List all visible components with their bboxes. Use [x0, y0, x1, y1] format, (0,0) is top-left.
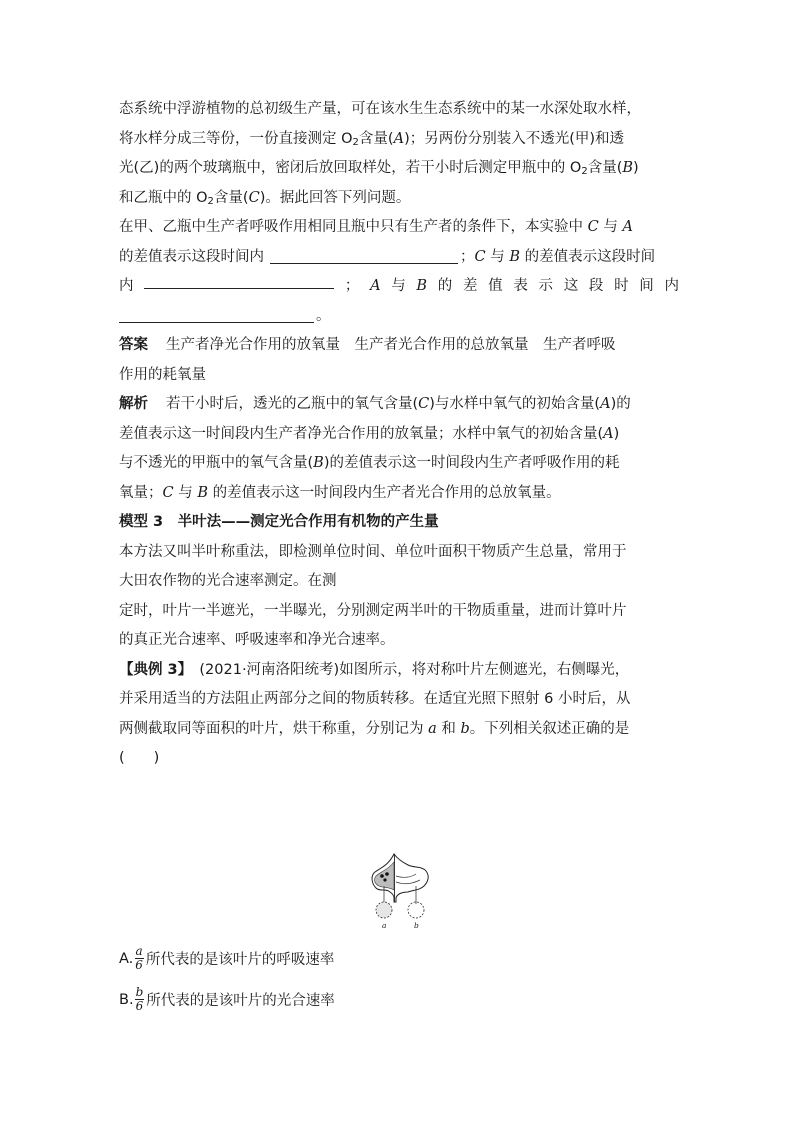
question-line — [119, 302, 679, 332]
text: 氧量； — [119, 484, 163, 501]
answer-line — [119, 361, 679, 391]
answer-line — [119, 331, 679, 361]
right-vein — [396, 874, 416, 877]
text: 与 — [173, 484, 198, 501]
model-line: 定时，叶片一半遮光，一半曝光，分别测定两半叶的干物质重量，进而计算叶片 — [119, 602, 627, 619]
text: 态系统中浮游植物的总初级生产量，可在该水生生态系统中的某一水深处取水样， — [119, 101, 641, 117]
option-b[interactable] — [119, 986, 335, 1013]
shade-dot — [380, 874, 384, 878]
text: 含量( — [587, 160, 623, 176]
variable: A — [603, 425, 614, 442]
analysis-label: 解析 — [119, 396, 148, 412]
text: 值 — [488, 278, 503, 294]
text: 在甲、乙瓶中生产者呼吸作用相同且瓶中只有生产者的条件下，本实验中 — [119, 219, 588, 235]
label-b: b — [414, 921, 419, 930]
answer-label: 答案 — [119, 337, 148, 353]
option-letter: A. — [119, 950, 134, 967]
analysis-line — [119, 420, 679, 450]
fraction-numerator: b — [135, 985, 144, 999]
answer-blank[interactable] — [270, 247, 458, 264]
variable: B — [622, 160, 634, 176]
variable: B — [313, 455, 324, 471]
example-line — [119, 656, 679, 686]
fraction-numerator: a — [135, 944, 143, 958]
analysis-line — [119, 390, 679, 420]
answer-blank[interactable] — [144, 272, 334, 289]
option-text: 所代表的是该叶片的光合速率 — [146, 993, 335, 1009]
shade-dot — [385, 872, 389, 876]
variable: C — [162, 484, 174, 501]
example-label: 【典例 3】 — [119, 661, 185, 678]
variable: C — [474, 248, 486, 265]
text: 和 — [436, 720, 461, 737]
variable: C — [587, 219, 599, 235]
option-letter: B. — [119, 991, 134, 1008]
page-content — [119, 95, 679, 774]
text: 与 — [485, 248, 510, 265]
variable: b — [460, 720, 470, 737]
text: 段 — [588, 278, 604, 294]
text: 含量( — [213, 189, 249, 206]
text: 。下列相关叙述正确的是 — [469, 720, 630, 737]
text: )。据此回答下列问题。 — [259, 189, 411, 206]
variable: a — [428, 720, 437, 737]
example-line — [119, 715, 679, 745]
text: 内 — [119, 278, 134, 294]
model-title: 模型 3 半叶法——测定光合作用有机物的产生量 — [119, 514, 439, 530]
right-vein — [396, 880, 420, 884]
variable: A — [622, 219, 633, 235]
text: 差 — [462, 278, 478, 294]
text: 若干小时后，透光的乙瓶中的氧气含量( — [166, 396, 419, 412]
answer-text: 生产者净光合作用的放氧量 生产者光合作用的总放氧量 生产者呼吸 — [166, 337, 616, 353]
option-a[interactable] — [119, 945, 334, 972]
text: 差值表示这一时间段内生产者净光合作用的放氧量；水样中氧气的初始含量( — [119, 425, 604, 442]
text: )的差值表示这一时间段内生产者呼吸作用的耗 — [323, 455, 620, 471]
example-line: ( ) — [119, 750, 160, 766]
variable: A — [393, 130, 405, 147]
text: 的 — [437, 278, 453, 294]
fraction-denominator: 6 — [135, 958, 143, 972]
fraction-denominator: 6 — [135, 999, 144, 1013]
text: 将水样分成三等份，一份直接测定 O — [119, 130, 353, 147]
analysis-line — [119, 479, 679, 509]
text: )的 — [610, 396, 631, 412]
example-source: (2021·河南洛阳统考) — [184, 661, 340, 678]
text: ) — [613, 425, 620, 442]
paragraph-line — [119, 154, 679, 184]
subscript: 2 — [207, 195, 214, 207]
example-line: 并采用适当的方法阻止两部分之间的物质转移。在适宜光照下照射 6 小时后，从 — [119, 691, 631, 707]
text: 与不透光的甲瓶中的氧气含量( — [119, 455, 314, 471]
text: )与水样中氧气的初始含量( — [429, 396, 601, 412]
text: ； — [344, 278, 360, 294]
variable: C — [418, 396, 430, 412]
paragraph-line — [119, 184, 679, 214]
analysis-line — [119, 449, 679, 479]
text: 间 — [639, 278, 654, 294]
variable: C — [248, 189, 260, 206]
text: ； — [460, 248, 475, 265]
model-line: 大田农作物的光合速率测定。在测 — [119, 573, 337, 589]
question-line — [119, 272, 679, 302]
answer-text: 作用的耗氧量 — [119, 366, 206, 383]
shade-dot — [383, 878, 386, 881]
model-line: 本方法又叫半叶称重法，即检测单位时间、单位叶面积干物质产生总量，常用于 — [119, 543, 627, 560]
variable: A — [370, 278, 381, 294]
text: 。 — [316, 307, 331, 324]
text: 的差值表示这一时间段内生产者光合作用的总放氧量。 — [207, 484, 561, 501]
text: 示 — [538, 278, 554, 294]
paragraph-line — [119, 125, 679, 155]
text: 含量( — [358, 130, 394, 147]
variable: B — [197, 484, 208, 501]
text: ) — [633, 160, 639, 176]
option-text: 所代表的是该叶片的呼吸速率 — [145, 952, 335, 968]
text: 与 — [391, 278, 406, 294]
variable: A — [600, 396, 611, 412]
paragraph-line — [119, 95, 679, 125]
label-a: a — [382, 921, 387, 930]
text: 两侧截取同等面积的叶片，烘干称重，分别记为 — [119, 720, 429, 737]
question-line — [119, 243, 679, 273]
text: 的差值表示这段时间 — [519, 248, 656, 265]
text: 如图所示，将对称叶片左侧遮光，右侧曝光， — [339, 661, 630, 678]
leaf-diagram — [366, 852, 458, 932]
text: 内 — [664, 278, 679, 294]
fraction — [135, 986, 145, 1013]
text: 和乙瓶中的 O — [119, 189, 208, 206]
model-line: 的真正光合速率、呼吸速率和净光合速率。 — [119, 632, 395, 648]
variable: B — [509, 248, 520, 265]
subscript: 2 — [352, 136, 359, 148]
text: 表 — [513, 278, 528, 294]
sample-a-disc — [376, 902, 392, 918]
question-line — [119, 213, 679, 243]
fraction — [134, 945, 144, 972]
leaf-figure — [366, 852, 458, 932]
subscript: 2 — [581, 166, 588, 177]
text: 这 — [563, 278, 579, 294]
text: 时 — [614, 278, 629, 294]
text: 的差值表示这段时间内 — [119, 248, 264, 265]
sample-b-disc — [408, 902, 424, 918]
text: 与 — [598, 219, 623, 235]
text: )；另两份分别装入不透光(甲)和透 — [404, 130, 625, 147]
text: 光(乙)的两个玻璃瓶中，密闭后放回取样处，若干小时后测定甲瓶中的 O — [119, 160, 582, 176]
answer-blank[interactable] — [119, 306, 314, 323]
variable: B — [416, 278, 428, 294]
